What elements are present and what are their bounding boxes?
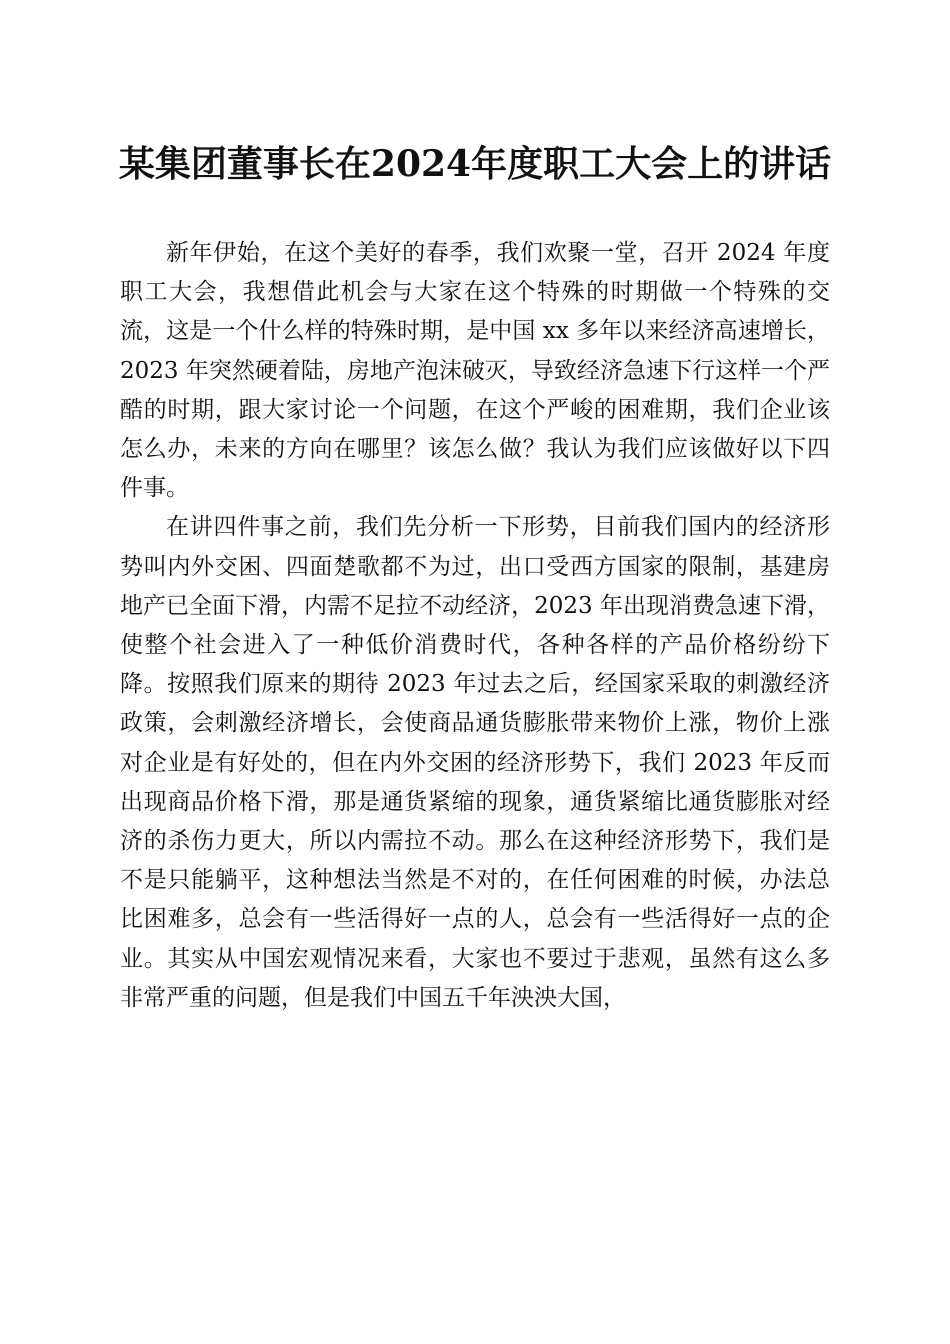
paragraph: 新年伊始，在这个美好的春季，我们欢聚一堂，召开 2024 年度职工大会，我想借此机会与大家在这个特殊的时期做一个特殊的交流，这是一个什么样的特殊时期，是中国 xx 多年以来经济高速增长，2023 年突然硬着陆，房地产泡沫破灭，导致经济急速下行这样一个严酷的时期，跟大家讨论一个问题，在这个严峻的困难期，我们企业该怎么办，未来的方向在哪里？该怎么做？我认为我们应该做好以下四件事。 — [120, 240, 830, 502]
paragraph: 在讲四件事之前，我们先分析一下形势，目前我们国内的经济形势叫内外交困、四面楚歌都不为过，出口受西方国家的限制，基建房地产已全面下滑，内需不足拉不动经济，2023 年出现消费急速下滑，使整个社会进入了一种低价消费时代，各种各样的产品价格纷纷下降。按照我们原来的期待 2023 年过去之后，经国家采取的刺激经济政策，会刺激经济增长，会使商品通货膨胀带来物价上涨，物价上涨对企业是有好处的，但在内外交困的经济形势下，我们 2023 年反而出现商品价格下滑，那是通货紧缩的现象，通货紧缩比通货膨胀对经济的杀伤力更大，所以内需拉不动。那么在这种经济形势下，我们是不是只能躺平，这种想法当然是不对的，在任何困难的时候，办法总比困难多，总会有一些活得好一点的人，总会有一些活得好一点的企业。其实从中国宏观情况来看，大家也不要过于悲观，虽然有这么多非常严重的问题，但是我们中国五千年泱泱大国， — [120, 514, 830, 1011]
document-body — [120, 234, 830, 1018]
document-title: 某集团董事长在2024年度职工大会上的讲话 — [118, 143, 832, 185]
